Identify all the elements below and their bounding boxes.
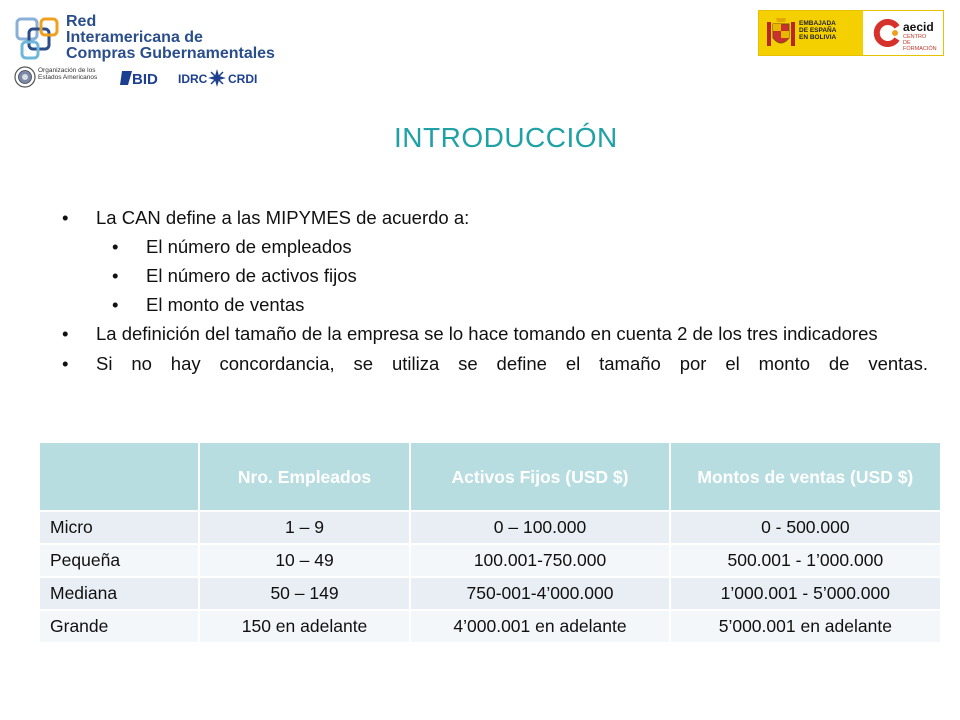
aecid-panel xyxy=(865,11,943,55)
embajada-line3: EN BOLIVIA xyxy=(799,34,837,41)
aecid-sub-line1: CENTRO xyxy=(903,34,927,40)
table-cell: 1’000.001 - 5’000.000 xyxy=(670,577,941,610)
table-cell: 10 – 49 xyxy=(199,544,411,577)
table-row xyxy=(39,544,941,577)
crdi-label: CRDI xyxy=(228,72,258,86)
table-cell: 150 en adelante xyxy=(199,610,411,643)
ricg-name-line3: Compras Gubernamentales xyxy=(66,45,275,62)
bullet-tamano-definition: • La definición del tamaño de la empresa se lo hace tomando en cuenta 2 de los tres indicadores xyxy=(62,321,928,347)
slide-title: INTRODUCCIÓN xyxy=(394,122,618,153)
idrc-logo xyxy=(178,67,258,89)
table-cell: 0 - 500.000 xyxy=(670,511,941,544)
header-cell-empty xyxy=(39,442,199,511)
table-cell: 100.001-750.000 xyxy=(410,544,669,577)
header-cell-empleados: Nro. Empleados xyxy=(199,442,411,511)
ricg-name-line1: Red xyxy=(66,13,97,30)
table-cell: 750-001-4’000.000 xyxy=(410,577,669,610)
bullet-list xyxy=(62,203,928,378)
table-row xyxy=(39,610,941,643)
header-cell-activos: Activos Fijos (USD $) xyxy=(410,442,669,511)
ricg-name-line2: Interamericana de xyxy=(66,29,203,46)
table-cell: 5’000.001 en adelante xyxy=(670,610,941,643)
table-cell: 1 – 9 xyxy=(199,511,411,544)
table-header-row xyxy=(39,442,941,511)
table-cell: 50 – 149 xyxy=(199,577,411,610)
row-label: Mediana xyxy=(39,577,199,610)
aecid-name: aecid xyxy=(903,20,934,34)
embajada-aecid-logo xyxy=(758,10,944,56)
spain-crest-icon xyxy=(765,16,797,50)
bullet-concordancia: • Si no hay concordancia, se utiliza se define el tamaño por el monto de ventas. xyxy=(62,349,928,378)
row-label: Grande xyxy=(39,610,199,643)
aecid-c-icon xyxy=(873,19,901,47)
row-label: Micro xyxy=(39,511,199,544)
idrc-star-icon xyxy=(208,69,226,87)
oea-name-line1: Organización de los xyxy=(38,67,96,74)
table-cell: 500.001 - 1’000.000 xyxy=(670,544,941,577)
embajada-panel xyxy=(759,11,863,55)
row-label: Pequeña xyxy=(39,544,199,577)
embajada-line2: DE ESPAÑA xyxy=(799,27,837,34)
idrc-label: IDRC xyxy=(178,72,208,86)
oea-logo xyxy=(14,66,114,90)
sub-bullet-empleados: • El número de empleados xyxy=(112,232,928,261)
oea-seal-icon xyxy=(14,66,36,88)
sub-bullet-ventas: • El monto de ventas xyxy=(112,290,928,319)
header-cell-ventas: Montos de ventas (USD $) xyxy=(670,442,941,511)
oea-name-line2: Estados Americanos xyxy=(38,74,98,81)
embajada-line1: EMBAJADA xyxy=(799,20,836,27)
ricg-logo xyxy=(14,13,275,70)
aecid-sub-line2: DE FORMACIÓN xyxy=(903,40,937,52)
bid-logo xyxy=(120,67,164,89)
ricg-squares-icon xyxy=(14,16,64,66)
bid-label: BID xyxy=(132,71,158,88)
bullet-can-definition: • La CAN define a las MIPYMES de acuerdo a: xyxy=(62,203,928,232)
sub-bullet-activos: • El número de activos fijos xyxy=(112,261,928,290)
mipymes-table xyxy=(38,441,942,644)
partner-logos xyxy=(14,64,258,94)
table-row xyxy=(39,511,941,544)
table-cell: 0 – 100.000 xyxy=(410,511,669,544)
table-row xyxy=(39,577,941,610)
table-cell: 4’000.001 en adelante xyxy=(410,610,669,643)
